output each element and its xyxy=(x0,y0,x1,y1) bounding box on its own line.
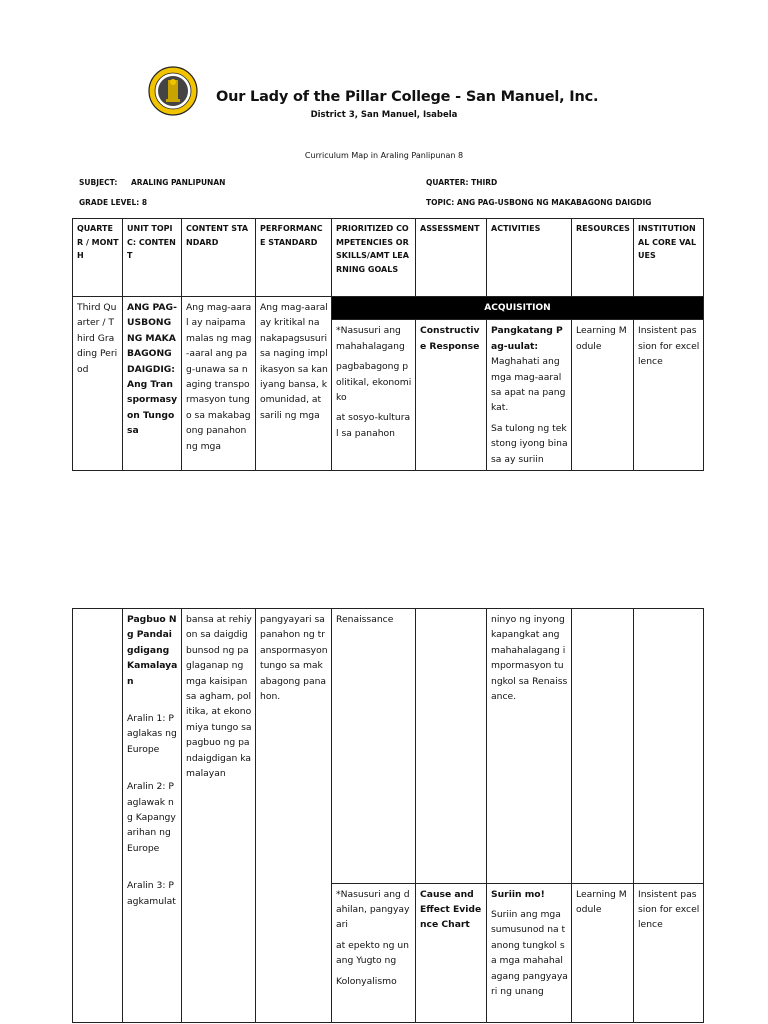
quarter-label: QUARTER: THIRD xyxy=(426,178,498,187)
core-values-cell xyxy=(634,609,704,884)
quarter-cell xyxy=(73,609,123,1023)
lesson-2: Aralin 2: Paglawak ng Kapangyarihan ng Europe xyxy=(127,781,176,854)
school-address: District 3, San Manuel, Isabela xyxy=(310,110,458,120)
activity-text: Suriin ang mga sumusunod na tanong tungkol sa mga mahahalagang pangyayari ng unang xyxy=(491,909,568,998)
curriculum-table-page-1 xyxy=(72,218,704,471)
performance-standard-cell: Ang mag-aaral ay kritikal na nakapagsusuri sa naging implikasyon sa kaniyang bansa, komunidad, at sarili ng mga xyxy=(256,297,332,471)
resources-cell xyxy=(572,609,634,884)
subject-value: ARALING PANLIPUNAN xyxy=(131,178,226,187)
competency-cell: Renaissance xyxy=(332,609,416,884)
topic-label: TOPIC: ANG PAG-USBONG NG MAKABAGONG DAIGDIG xyxy=(426,198,652,207)
grade-level-label: GRADE LEVEL: 8 xyxy=(79,198,148,207)
resources-cell: Learning Module xyxy=(572,883,634,1022)
col-header-assessment: ASSESSMENT xyxy=(416,219,487,297)
content-standard-cell: bansa at rehiyon sa daigdig bunsod ng paglaganap ng mga kaisipan sa agham, politika, at ekonomiya tungo sa pagbuo ng pandaigdigan kamalayan xyxy=(182,609,256,1023)
table-row xyxy=(73,609,704,884)
competency-line: at sosyo-kultural sa panahon xyxy=(336,412,411,439)
col-header-core-values: INSTITUTIONAL CORE VALUES xyxy=(634,219,704,297)
quarter-cell: Third Quarter / Third Grading Period xyxy=(73,297,123,471)
assessment-cell: Constructive Response xyxy=(416,320,487,471)
activity-text: Sa tulong ng tekstong iyong binasa ay suriin xyxy=(491,422,568,465)
competency-line: Kolonyalismo xyxy=(336,975,397,987)
subject-label: SUBJECT: xyxy=(79,178,118,187)
competency-line: *Nasusuri ang mahahalagang xyxy=(336,325,405,352)
header-row xyxy=(73,219,704,297)
col-header-content-standard: CONTENT STANDARD xyxy=(182,219,256,297)
col-header-performance-standard: PERFORMANCE STANDARD xyxy=(256,219,332,297)
acquisition-banner: ACQUISITION xyxy=(332,297,704,320)
core-values-cell: Insistent passion for excellence xyxy=(634,320,704,471)
assessment-cell: Cause and Effect Evidence Chart xyxy=(416,883,487,1022)
competency-cell xyxy=(332,883,416,1022)
content-standard-cell: Ang mag-aaral ay naipamamalas ng mag-aaral ang pag-unawa sa naging transpormasyon tungo sa makabagong panahon ng mga xyxy=(182,297,256,471)
assessment-cell xyxy=(416,609,487,884)
col-header-unit: UNIT TOPIC: CONTENT xyxy=(123,219,182,297)
activity-text: Maghahati ang mga mag-aaral sa apat na pangkat. xyxy=(491,356,566,414)
core-values-cell: Insistent passion for excellence xyxy=(634,883,704,1022)
unit-cell xyxy=(123,609,182,1023)
activities-cell: ninyo ng inyong kapangkat ang mahahalagang impormasyon tungkol sa Renaissance. xyxy=(487,609,572,884)
unit-title: Pagbuo Ng Pandaigdigang Kamalayan xyxy=(127,614,178,687)
competency-cell xyxy=(332,320,416,471)
activities-cell xyxy=(487,883,572,1022)
unit-cell: ANG PAG-USBONG NG MAKABAGONG DAIGDIG: Ang Transpormasyon Tungo sa xyxy=(123,297,182,471)
col-header-quarter: QUARTER / MONTH xyxy=(73,219,123,297)
college-seal-logo xyxy=(148,66,198,116)
competency-line: pagbabagong politikal, ekonomiko xyxy=(336,361,412,404)
lesson-3: Aralin 3: Pagkamulat xyxy=(127,880,176,907)
activity-title: Pangkatang Pag-uulat: xyxy=(491,325,563,352)
document-title: Curriculum Map in Araling Panlipunan 8 xyxy=(304,151,464,160)
col-header-activities: ACTIVITIES xyxy=(487,219,572,297)
competency-line: at epekto ng unang Yugto ng xyxy=(336,939,409,967)
activities-cell xyxy=(487,320,572,471)
col-header-resources: RESOURCES xyxy=(572,219,634,297)
acquisition-row xyxy=(73,297,704,320)
col-header-competencies: PRIORITIZED COMPETENCIES OR SKILLS/AMT LEARNING GOALS xyxy=(332,219,416,297)
competency-line: *Nasusuri ang dahilan, pangyayari xyxy=(336,888,410,931)
lesson-1: Aralin 1: Paglakas ng Europe xyxy=(127,713,177,755)
activity-title: Suriin mo! xyxy=(491,888,545,900)
curriculum-table-page-2 xyxy=(72,608,704,1023)
school-name: Our Lady of the Pillar College - San Manuel, Inc. xyxy=(216,89,599,105)
resources-cell: Learning Module xyxy=(572,320,634,471)
performance-standard-cell: pangyayari sa panahon ng transpormasyon tungo sa makabagong panahon. xyxy=(256,609,332,1023)
